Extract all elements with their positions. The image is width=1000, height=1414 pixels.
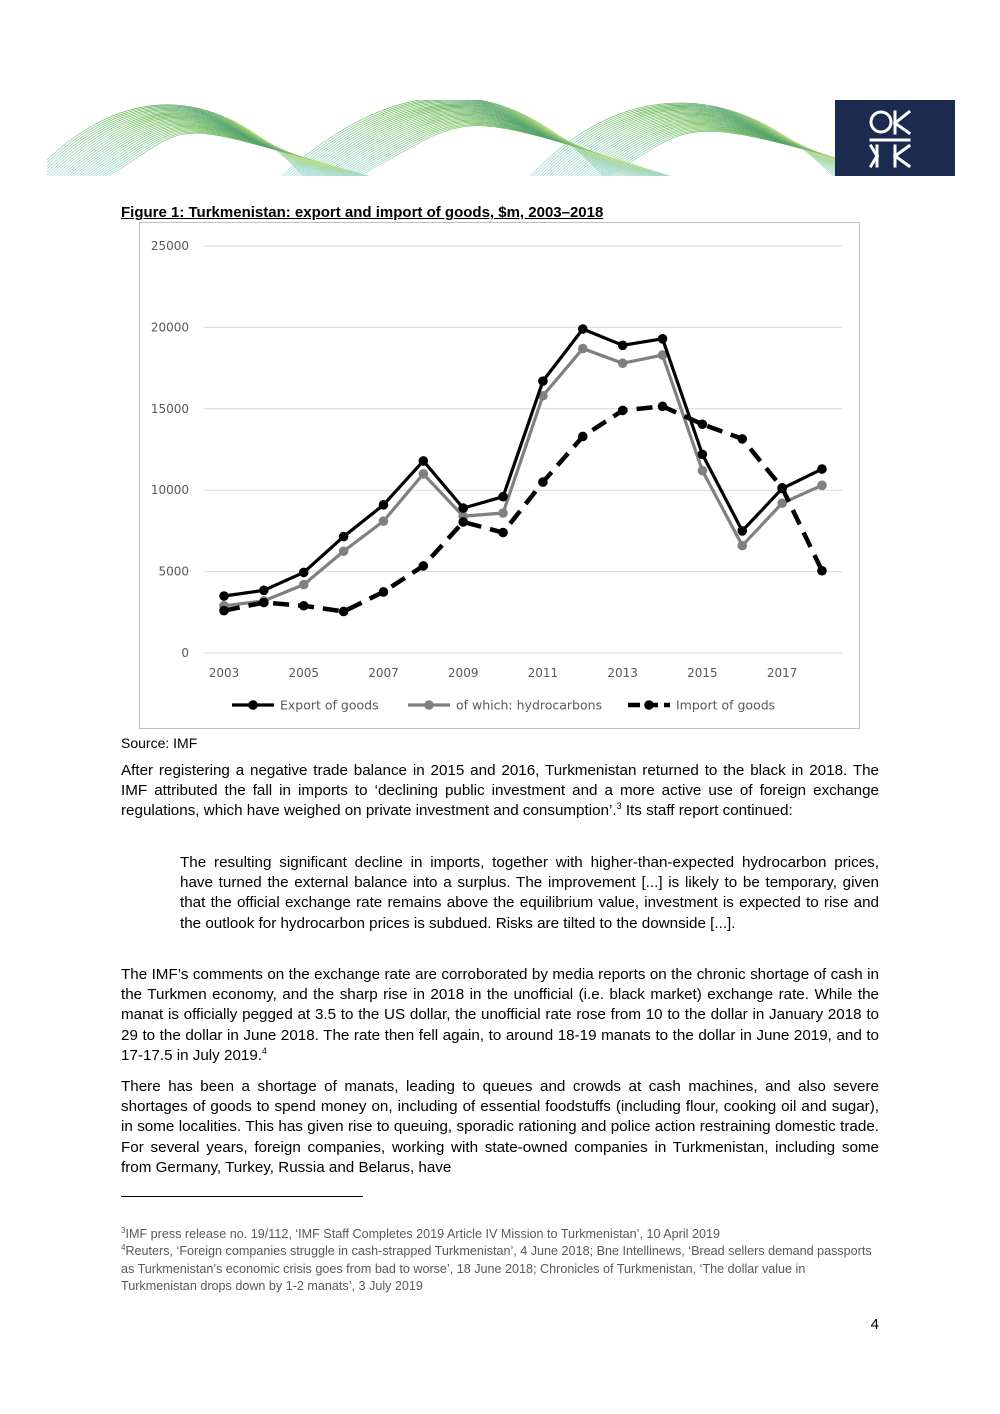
x-tick-label: 2007 [368, 666, 399, 680]
page-number: 4 [870, 1316, 879, 1333]
data-point [777, 483, 787, 493]
data-point [419, 469, 429, 479]
data-point [817, 481, 827, 491]
data-point [698, 419, 708, 429]
x-tick-label: 2011 [527, 666, 559, 680]
block-quote: The resulting significant decline in imports, together with higher-than-expected hydrocarbon prices, have turned the external balance into a surplus. The improvement [...] is likely to be temporary, given that the official exchange rate remains above the equilibrium value, investment is expected to rise and the outlook for hydrocarbon prices is subdued. Risks are tilted to the downside [...]. [180, 854, 879, 932]
footnote-3-number: 3 [121, 1225, 126, 1235]
data-point [737, 526, 747, 536]
data-point [299, 601, 309, 611]
footnote-3 [121, 1226, 879, 1244]
data-point [219, 591, 229, 601]
paragraph-3: There has been a shortage of manats, leading to queues and crowds at cash machines, and also severe shortages of goods to spend money on, including of essential foodstuffs (including flour, cooking oil and sugar), in some localities. This has given rise to queuing, sporadic rationing and police action restraining domestic trade. For several years, foreign companies, working with state-owned companies in Turkmenistan, including some from Germany, Turkey, Russia and Belarus, have [121, 1078, 879, 1176]
y-tick-label: 10000 [150, 483, 189, 498]
wave-pattern-graphic [47, 100, 955, 176]
x-tick-label: 2003 [208, 666, 240, 680]
footnote-4 [121, 1243, 879, 1296]
data-point [339, 532, 349, 542]
footnote-4-number: 4 [121, 1242, 126, 1252]
x-tick-label: 2017 [766, 666, 798, 680]
paragraph-1-end: Its staff report continued: [621, 802, 793, 820]
data-point [458, 517, 468, 527]
y-tick-label: 0 [181, 646, 189, 660]
legend-marker [248, 700, 258, 710]
x-tick-label: 2005 [288, 666, 320, 680]
series-line-1 [224, 349, 822, 606]
paragraph-2-text: The IMF’s comments on the exchange rate are corroborated by media reports on the chronic shortage of cash in the Turkmen economy, and the sharp rise in 2018 in the unofficial (i.e. black market) exchange rate. While the manat is officially pegged at 3.5 to the US dollar, the unofficial rate rose from 10 to the dollar in January 2018 to 29 to the dollar in June 2018. The rate then fell again, to around 18-19 manats to the dollar in June 2019, and to 17-17.5 in July 2019. [121, 966, 879, 1064]
paragraph-1-text: After registering a negative trade balance in 2015 and 2016, Turkmenistan returned to the black in 2018. The IMF attributed the fall in imports to ‘declining public investment and a more active use of foreign exchange regulations, which have weighed on private investment and consumption’. [121, 762, 879, 820]
data-point [578, 344, 588, 354]
data-point [618, 406, 628, 416]
series-line-0 [224, 329, 822, 596]
data-point [498, 508, 508, 518]
line-chart [139, 222, 860, 729]
figure-source: Source: IMF [121, 735, 198, 751]
data-point [658, 334, 668, 344]
x-tick-label: 2015 [687, 666, 718, 680]
data-point [379, 500, 389, 510]
y-tick-label: 20000 [150, 320, 189, 335]
data-point [379, 516, 389, 526]
data-point [339, 607, 349, 617]
footnote-divider [121, 1196, 363, 1197]
data-point [698, 466, 708, 476]
data-point [339, 546, 349, 556]
data-point [618, 341, 628, 351]
legend-label: Export of goods [280, 697, 379, 713]
footnote-ref-4: 4 [262, 1045, 268, 1056]
data-point [578, 324, 588, 334]
legend-marker [644, 700, 654, 710]
data-point [299, 580, 309, 590]
data-point [259, 598, 269, 608]
data-point [737, 541, 747, 551]
data-point [538, 477, 548, 487]
figure-title: Figure 1: Turkmenistan: export and import of goods, $m, 2003–2018 [121, 204, 604, 221]
data-point [698, 450, 708, 460]
legend-label: of which: hydrocarbons [456, 697, 603, 713]
data-point [498, 528, 508, 538]
data-point [259, 586, 269, 596]
data-point [299, 568, 309, 578]
header-banner [47, 100, 955, 176]
data-point [817, 566, 827, 576]
data-point [658, 402, 668, 412]
data-point [737, 434, 747, 444]
data-point [458, 503, 468, 513]
data-point [419, 561, 429, 571]
data-point [379, 587, 389, 597]
data-point [219, 606, 229, 616]
footnote-4-text: Reuters, ‘Foreign companies struggle in cash-strapped Turkmenistan’, 4 June 2018; Bne Intellinews, ‘Bread sellers demand passports as Turkmenistan’s economic crisis goes from bad to worse’, 18 June 2018; Chronicles of Turkmenistan, ‘The dollar value in Turkmenistan drops down by 1-2 manats’, 3 July 2019 [121, 1244, 872, 1293]
data-point [817, 464, 827, 474]
y-tick-label: 15000 [150, 401, 189, 416]
data-point [618, 358, 628, 368]
data-point [578, 432, 588, 442]
paragraph-2 [121, 965, 879, 1066]
paragraph-1 [121, 761, 879, 822]
legend-marker [424, 700, 434, 710]
data-point [538, 376, 548, 386]
x-tick-label: 2009 [447, 666, 479, 680]
legend-label: Import of goods [676, 697, 776, 713]
footnote-3-text: IMF press release no. 19/112, ‘IMF Staff Completes 2019 Article IV Mission to Turkmenistan’, 10 April 2019 [125, 1227, 720, 1241]
y-tick-label: 5000 [158, 564, 189, 579]
x-tick-label: 2013 [607, 666, 638, 680]
data-point [498, 492, 508, 502]
footnote-ref-3: 3 [616, 801, 622, 812]
chart-canvas [140, 223, 861, 730]
data-point [419, 456, 429, 466]
y-tick-label: 25000 [150, 239, 189, 253]
